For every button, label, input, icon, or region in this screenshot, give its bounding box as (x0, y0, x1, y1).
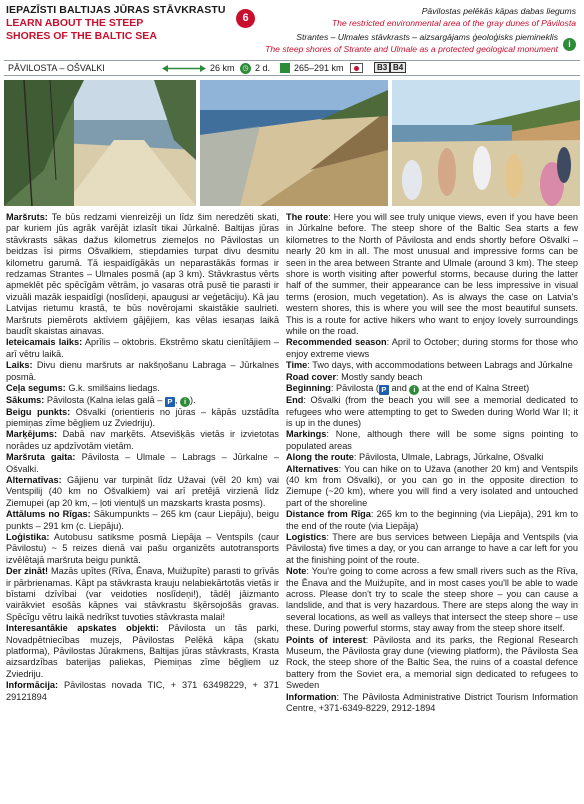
lv-logistics-paragraph (6, 532, 279, 566)
lv-alt-label: Alternatīvas: (6, 474, 62, 485)
info-icon: i (563, 38, 576, 51)
en-season-label: Recommended season (286, 337, 387, 348)
en-distance-text: : 265 km to the beginning (via Liepāja), 291 km to the end of the route (via Liepāja) (286, 509, 578, 531)
lv-road-text: G.k. smilšains liedags. (68, 383, 160, 394)
route-endpoints: PĀVILOSTA – OŠVALKI (8, 63, 105, 73)
en-logistics-paragraph (286, 532, 578, 566)
lv-poi-paragraph (6, 623, 279, 680)
lv-distance-label: Attālums no Rīgas: (6, 509, 91, 520)
title-english-line-2: SHORES OF THE BALTIC SEA (6, 30, 157, 42)
en-info-text: : The Pāvilosta Administrative District Tourism Information Centre, +371-6349-8229, 2912-1894 (286, 691, 578, 714)
subtitle-lv-2: Strantes – Ulmales stāvkrasts – aizsargājams ģeoloģisks piemineklis (296, 32, 558, 42)
photo-coast-trees (4, 80, 196, 206)
map-ref-b3: B3 (374, 62, 390, 73)
lv-markings-paragraph (6, 429, 279, 452)
lv-logistics-text: Autobusu satiksme posmā Liepāja – Ventspils (caur Pāvilostu) ~ 5 reizes dienā vai pašu organizēts autotransports izvēlētajā maršruta beigu punktā. (6, 531, 280, 565)
lv-start-label: Sākums: (6, 394, 45, 405)
en-end-label: End (286, 395, 304, 406)
en-logistics-label: Logistics (286, 531, 327, 542)
en-poi-label: Points of interest (286, 634, 366, 645)
lv-info-label: Informācija: (6, 680, 59, 691)
route-number-badge: 6 (236, 9, 255, 28)
route-meta-bar (4, 60, 580, 76)
en-road-label: Road cover (286, 371, 337, 382)
en-end-paragraph (286, 395, 578, 429)
lv-course-label: Maršruta gaita: (6, 452, 76, 463)
en-markings-text: : None, although there will be some signs pointing to populated areas (286, 429, 578, 451)
subtitle-lv-1: Pāvilostas pelēkās kāpas dabas liegums (421, 6, 576, 16)
en-time-label: Time (286, 360, 308, 371)
en-along-paragraph (286, 452, 578, 463)
en-info-paragraph (286, 692, 578, 715)
lv-markings-label: Marķējums: (6, 429, 58, 440)
double-arrow-icon (162, 64, 206, 73)
en-season-text: : April to October; during storms for those who enjoy extreme views (286, 337, 578, 359)
lv-alt-paragraph (6, 475, 279, 509)
lv-distance-paragraph (6, 509, 279, 532)
en-time-paragraph (286, 360, 578, 371)
en-along-text: : Pāvilosta, Ulmale, Labrags, Jūrkalne, Ošvalki (353, 452, 544, 463)
lv-season-label: Ieteicamais laiks: (6, 337, 83, 348)
en-poi-paragraph (286, 635, 578, 692)
en-season-paragraph (286, 337, 578, 360)
lv-start-paragraph: Sākums: Pāvilosta (Kalna ielas galā – P , i ). (6, 394, 196, 406)
en-info-label: Information (286, 691, 337, 702)
lv-road-label: Ceļa segums: (6, 383, 66, 394)
title-english-line-1: LEARN ABOUT THE STEEP (6, 17, 144, 29)
en-begin-label: Beginning (286, 383, 331, 394)
subtitle-en-1: The restricted environmental area of the gray dunes of Pāvilosta (331, 18, 576, 28)
lv-time-text: Divu dienu maršruts ar nakšņošanu Labraga – Jūrkalnes posmā. (6, 360, 279, 382)
lv-start-text-end: ). (189, 394, 196, 405)
lv-route-paragraph (6, 212, 279, 337)
photo-steep-shore (200, 80, 388, 206)
title-english (6, 17, 206, 43)
lv-note-text: Mazās upītes (Rīva, Ēnava, Muižupīte) parasti to grīvās ir pārbrienamas. Kāpt pa stāvkrasta krauju nelabiekārtotās vietās ir bīstami dzīvībai (var veidoties noslīdeņi!), tādēļ jāizmanto vairākviet esošās kāpnes vai stāvkrastu šķērsojošās gravas. Spēcīgu vētru laikā nedrīkst tuvoties stāvkrasta malai! (6, 566, 279, 622)
subtitle-en-2: The steep shores of Strante and Ulmale as a protected geological monument (265, 44, 558, 54)
lv-logistics-label: Loģistika: (6, 531, 50, 542)
lv-time-paragraph (6, 360, 279, 383)
english-text-column (286, 212, 578, 714)
photo-strip (4, 80, 580, 206)
en-markings-paragraph (286, 429, 578, 452)
clock-icon: ◷ (240, 63, 251, 74)
lv-road-paragraph (6, 383, 279, 394)
en-note-paragraph (286, 566, 578, 634)
distance-from-riga: 265–291 km (294, 63, 344, 73)
lv-season-text: Aprīlis – oktobris. Ekstrēmo skatu cienītājiem – arī vētru laikā. (6, 337, 279, 359)
lv-end-text: Ošvalki (orientieris no jūras – kāpās uzstādīta piemiņas zīme bēgļiem uz Zviedriju). (6, 406, 279, 428)
lv-alt-text: Gājienu var turpināt līdz Užavai (vēl 20 km) vai Ventspilij (40 km no Ošvalkiem) vai arī pretējā virzienā līdz Ziemupei (ap 20 km, – ļoti vientuļš un mazskarts krasta posms). (6, 474, 279, 508)
lv-route-text: Te būs redzami vienreizēji un līdz šim neredzēti skati, par kuriem jūs agrāk varējāt izlasīt tikai Jūrkalnē. Baltijas jūras stāvkrasts sākas dažus kilometrus ziemeļos no Pāvilostas un beidzas īsi pirms Ošvalkiem, stiepdamies turpat divu desmitu kilometru garumā. Tā iespaidīgākās un neparastākās formas ir redzamas Strantes – Ulmales posmā (ap 3 km). Stāvkrastus vērts apmeklēt pēc spēcīgām vētrām, jo vasaras otrā pusē tie parasti ir vizuāli mazāk iespaidīgi (noslīdeņi, apaugusi ar veģetāciju). Kā jau Latvijas rietumu krastā, te būs novērojami skaistākie saulrieti. Maršruts piemērots aktīviem gājējiem, kas vēlas iesaņas laikā baudīt skaistas ainavas. (6, 212, 279, 337)
lv-info-paragraph (6, 680, 279, 703)
parking-icon: P (379, 385, 389, 395)
en-markings-label: Markings (286, 429, 327, 440)
en-time-text: : Two days, with accommodations between Labrags and Jūrkalne (307, 360, 573, 371)
flag-icon (350, 63, 363, 73)
en-end-text: : Ošvalki (from the beach you will see a memorial dedicated to refugees who were attempting to get to Sweden during World War II; it is up in the dunes) (286, 395, 578, 428)
lv-route-label: Maršruts: (6, 212, 48, 222)
en-begin-text: : Pāvilosta ( (330, 383, 379, 394)
en-distance-paragraph (286, 509, 578, 532)
en-note-label: Note (286, 566, 307, 577)
en-road-text: : Mostly sandy beach (336, 371, 423, 382)
en-route-paragraph (286, 212, 578, 337)
info-icon: i (409, 385, 419, 395)
en-poi-text: : Pāvilosta and its parks, the Regional Research Museum, the Pāvilosta gray dune (viewing platform), the Pāvilosta Sea Rock, the steep shore of the Baltic Sea, the ruins of a coastal defence battery from the Soviet era, a memorial sign dedicated to refugees to Sweden (286, 634, 579, 691)
title-latvian: IEPAZĪSTI BALTIJAS JŪRAS STĀVKRASTU (6, 4, 226, 16)
en-distance-label: Distance from Rīga (286, 509, 371, 520)
lv-info-text: Pāvilostas novada TIC, + 371 63498229, + 371 29121894 (6, 680, 280, 702)
lv-poi-text: Pāvilosta un tās parki, Novadpētniecības muzejs, Pāvilostas Pelēkā kāpa (skatu platforma), Pāvilostas Jūrakmens, Baltijas jūras stāvkrasts, Krasta aizsardzības baterijas paliekas, Piemiņas zīme bēgļiem uz Zviedriju. (6, 623, 279, 679)
en-alt-label: Alternatives (286, 463, 339, 474)
photo-hikers-beach (392, 80, 580, 206)
lv-season-paragraph (6, 337, 279, 360)
parking-icon: P (165, 397, 175, 407)
route-length: 26 km (210, 63, 235, 73)
en-begin-text-end: at the end of Kalna Street) (421, 383, 530, 394)
lv-markings-text: Dabā nav marķēts. Atsevišķās vietās ir izvietotas norādes uz apdzīvotām vietām. (6, 429, 279, 451)
info-icon: i (180, 397, 190, 407)
map-ref-b4: B4 (390, 62, 406, 73)
lv-poi-label: Interesantākie apskates objekti: (6, 623, 159, 634)
en-along-label: Along the route (286, 452, 354, 463)
latvian-text-column (6, 212, 279, 703)
en-begin-and: and (391, 383, 407, 394)
lv-course-text: Pāvilosta – Ulmale – Labrags – Jūrkalne – Ošvalki. (6, 452, 279, 474)
lv-course-paragraph (6, 452, 279, 475)
en-route-text: : Here you will see truly unique views, even if you have been in Jūrkalne before. The steep shore of the Baltic Sea starts a few kilometres to the North of Pāvilosta and ends shortly before Ošvalki – nearly 20 km in all. The most unusual and impressive forms can be seen in the area between Strante and Ulmale (around 3 km). The steep shore is worth visiting after powerful storms, because during the latter half of the summer, their appearance can be less impressive in visual terms (erosion, much vegetation). As is always the case on Latvia's western shores, this is where you will see the most beautiful sunsets. This is a route for active hikers who want to enjoy lovely surroundings while on the road. (286, 212, 578, 337)
lv-start-text: Pāvilosta (Kalna ielas galā – (46, 394, 163, 405)
en-logistics-text: : There are bus services between Liepāja and Ventspils (via Pāvilosta) five times a day, or you can arrange to have a car left for you at the finishing point of the route. (286, 531, 578, 565)
lv-note-paragraph (6, 566, 279, 623)
header (4, 2, 580, 78)
lv-note-label: Der zināt! (6, 566, 49, 577)
en-alt-paragraph (286, 464, 578, 510)
en-note-text: : You're going to come across a few small rivers such as the Rīva, the Ēnava and the Muižupīte, and in most cases you'll be able to wade across. Please don't try to scale the steep shore – you can cause a landslide, and that is very hazardous. There are steps along the way in several locations, as well as valleys that intersect the steep shore – use these. During powerful storms, stay away from the steep shore itself. (286, 566, 578, 634)
lv-end-label: Beigu punkts: (6, 406, 71, 417)
lv-end-paragraph (6, 407, 279, 430)
en-road-paragraph (286, 372, 578, 383)
en-alt-text: : You can hike on to Užava (another 20 km) and Ventspils (40 km from Ošvalki), or you can go in the opposite direction to Ziemupe (~20 km), where you will find a very isolated and untouched part of the shoreline (286, 463, 578, 508)
route-duration: 2 d. (255, 63, 271, 73)
lv-distance-text: Sākumpunkts – 265 km (caur Liepāju), beigu punkts – 291 km (c. Liepāju). (6, 509, 279, 531)
map-icon (280, 63, 290, 73)
lv-time-label: Laiks: (6, 360, 33, 371)
en-route-label: The route (286, 212, 329, 222)
en-begin-paragraph (286, 383, 578, 395)
